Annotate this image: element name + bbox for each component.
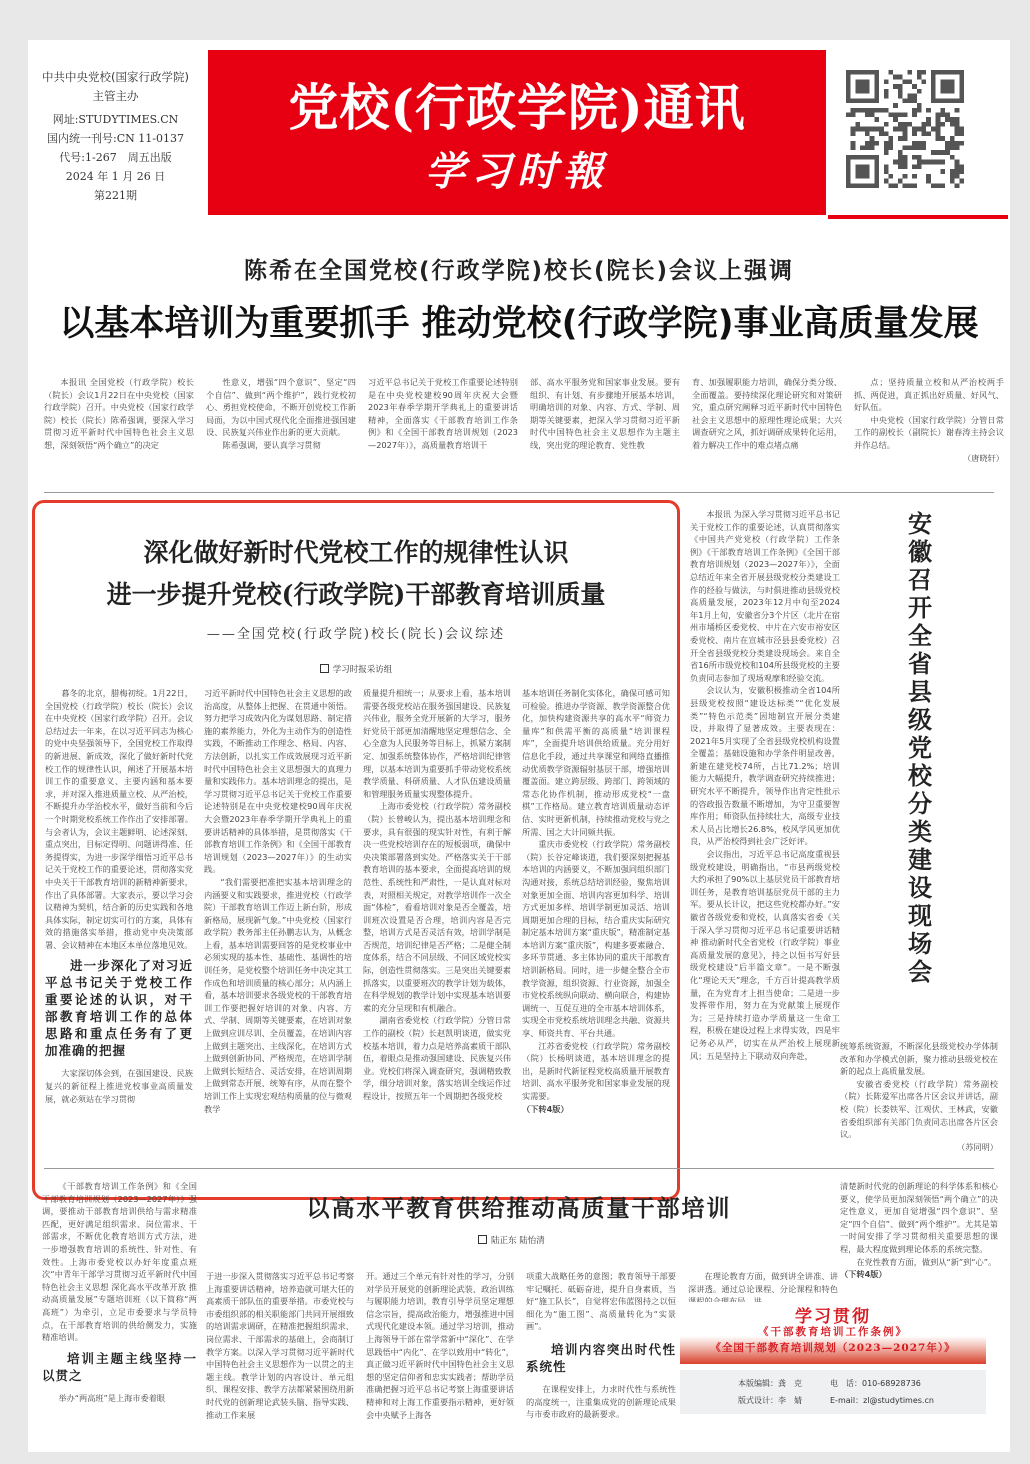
designer: 版式设计：李 婧 (738, 1396, 802, 1405)
shanghai-column (366, 1270, 514, 1452)
newspaper-page (28, 40, 1010, 1452)
lead-column (44, 376, 194, 488)
lead-headline[interactable]: 以基本培训为重要抓手 推动党校(行政学院)事业高质量发展 (59, 304, 979, 344)
paragraph: 重庆市委党校（行政学院）常务副校（院）长谷定峰谈道，我们要深刻把握基本培训的内涵要义，不断加强同组织部门沟通对接，系统总结培训经验，聚焦培训对象更加全面、培训内容更加科学、培训方式更加多样、培训学制更加灵活、培训周期更加合理的目标，结合重庆实际研究制定基本培训方案“重庆版”，精准制定基本培训方案“重庆版”，构建多要素融合、多环节贯通、多主体协同的重庆干部教育培训新格局。同时，进一步健全整合全市教学资源，组织资源、行业资源，加强全市党校系统纵向联动、横向联合，构建协调统一、互促互进的全市基本培训体系，实现全市党校系统培训理念共融、资源共享、师资共育、平台共通。 (522, 839, 670, 1039)
title-char: 全 (908, 621, 932, 650)
paragraph: 性意义，增强“四个意识”、坚定“四个自信”、做到“两个维护”，践行党校初心、勇担党校使命，不断开创党校工作新局面，为以中国式现代化全面推进强国建设、民族复兴伟业作出新的更大贡献。 (206, 377, 356, 438)
paragraph: 本报讯 为深入学习贯彻习近平总书记关于党校工作的重要论述，认真贯彻落实《中国共产党党校（行政学院）工作条例》《干部教育培训工作条例》《全国干部教育培训规划（2023—2027年）》，全面总结近年来全省开展县级党校分类建设工作的经验与做法，与时俱进推动县级党校高质量发展，2023年12月中旬至2024年1月上旬，安徽省分3个片区（北片在宿州市埇桥区委党校、中片在六安市裕安区委党校、南片在宣城市泾县县委党校）召开全省县级党校分类建设现场会。来自全省16所市级党校和104所县级党校的主要负责同志参加了现场观摩和经验交流。 (690, 509, 840, 683)
title-char: 设 (908, 873, 932, 902)
feature-article (32, 500, 680, 1200)
issue-date: 2024 年 1 月 26 日 (65, 170, 166, 183)
website[interactable]: 网址:STUDYTIMES.CN (52, 113, 179, 126)
phone: 电 话：010-68928736 (830, 1379, 921, 1388)
paragraph: 统筹系统资源，不断深化县级党校办学体制改革和办学模式创新，聚力推动县级党校在新的起点上高质量发展。 (840, 1041, 998, 1077)
reporter-credit: （唐晓轩） (963, 452, 1004, 463)
title-char: 召 (908, 565, 932, 594)
title-char: 场 (908, 929, 932, 958)
title-char: 校 (908, 761, 932, 790)
paragraph: 中央党校（国家行政学院）分管日常工作的副校长（副院长）谢春涛主持会议并作总结。 (854, 414, 1004, 450)
masthead-banner (208, 50, 826, 215)
anhui-column (840, 1040, 998, 1175)
paragraph: 于进一步深入贯彻落实习近平总书记考察上海重要讲话精神，培养造就可堪大任的高素质干部队伍的重要举措。市委党校与市委组织部的相关职能部门共同开展细致的培训需求调研，在精准把握组织需求、岗位需求、干部需求的基础上，会商制订教学方案。以深入学习贯彻习近平新时代中国特色社会主义思想作为一以贯之的主题主线。教学计划的内容设计、单元组织、课程安排、教学方法都紧紧围绕用新时代党的创新理论武装头脑、指导实践、推动工作来展 (206, 1271, 354, 1420)
feature-subtitle: ——全国党校(行政学院)校长(院长)会议综述 (206, 627, 506, 642)
lead-column (854, 376, 1004, 488)
square-icon (320, 664, 329, 673)
editorial-info (680, 1370, 986, 1414)
qr-code-icon[interactable] (846, 70, 964, 188)
shanghai-column (526, 1270, 676, 1452)
title-char: 建 (908, 845, 932, 874)
title-char: 现 (908, 901, 932, 930)
continued-note[interactable]: （下转4版） (840, 1269, 887, 1280)
title-char: 县 (908, 677, 932, 706)
paragraph: 开。通过三个单元有针对性的学习，分别对学员开展党的创新理论武装、政治训练与履职能力培训，教育引导学员坚定理想信念宗旨，提高政治能力，增强推进中国式现代化建设本领。通过学习培训，推动上海领导干部在常学常新中“深化”、在学思践悟中“内化”、在学以致用中“转化”，真正做习近平新时代中国特色社会主义思想的坚定信仰者和忠实实践者；帮助学员准确把握习近平总书记考察上海重要讲话精神和对上海工作重要指示精神，更好领会中央赋予上海各 (366, 1271, 514, 1420)
anhui-body-tail (840, 1040, 998, 1175)
feature-column (363, 687, 511, 1192)
anhui-column (690, 508, 840, 1061)
paragraph: 项重大战略任务的意图；教育领导干部要牢记嘱托、砥砺奋进，提升自身素质，当好“施工队长”，自觉将宏伟蓝图持之以恒细化为“施工图”、高质量转化为“实景画”。 (526, 1271, 676, 1332)
shanghai-byline (478, 1234, 545, 1246)
paragraph: 本报讯 全国党校（行政学院）校长（院长）会议1月22日在中央党校（国家行政学院）召开。中央党校（国家行政学院）校长（院长）陈希强调，要深入学习贯彻习近平新时代中国特色社会主义思想，深刻领悟“两个确立”的决定 (44, 377, 194, 450)
shanghai-subhead: 培训主题主线坚持一以贯之 (42, 1350, 197, 1383)
byline-text: 陆正东 陆怡清 (491, 1236, 545, 1246)
title-char: 会 (908, 957, 932, 986)
paragraph: 习近平总书记关于党校工作重要论述特别是在中央党校建校90周年庆祝大会暨2023年春季学期开学典礼上的重要讲话精神，全面落实《干部教育培训工作条例》和《全国干部教育培训规划（2023—2027年）》，高质量教育培训干 (368, 377, 518, 450)
publisher: 中共中央党校(国家行政学院) (42, 70, 189, 84)
newspaper-title: 党校(行政学院)通讯 (288, 78, 746, 137)
paragraph: 会议认为，安徽积极推动全省104所县级党校按照“建设达标类”“优化发展类”“特色示范类”因地制宜开展分类建设，并取得了显著成效。主要表现在：2021年5月实现了全省县级党校机构设置全覆盖；基础设施和办学条件明显改善，新建在建党校74所，占比71.2%；培训能力大幅提升，教学调查研究持续推进；研究水平不断提升，领导作出肯定性批示的咨政报告数量不断增加，为守卫重要智库作用；师资队伍持续壮大，高级专业技术人员占比增长26.8%，校风学风更加优良，从严治校得到社会广泛好评。 (690, 685, 840, 847)
title-char: 省 (908, 649, 932, 678)
paragraph: 安徽省委党校（行政学院）常务副校（院）长陈爱军出席各片区会议并讲话，副校（院）长娄铁军、江观伏、王林武，安徽省委组织部有关部门负责同志出席各片区会议。 (840, 1078, 998, 1140)
paragraph: 在课程安排上，力求时代性与系统性的高度统一，注重集成党的创新理论成果与市委市政府的最新要求。 (526, 1383, 676, 1420)
feature-title-line2[interactable]: 进一步提升党校(行政学院)干部教育培训质量 (106, 580, 606, 609)
section-divider (44, 492, 994, 493)
lead-body (44, 376, 1004, 488)
paragraph: 习近平新时代中国特色社会主义思想的政治高度，从整体上把握、在贯通中领悟。努力把学习成效内化为谋划思路、制定措施的素养能力，外化为主动作为的创造性实践，不断推动工作理念、格局、内容、方法创新，以扎实工作成效展现习近平新时代中国特色社会主义思想强大的真理力量和实践伟力。基本培训理念的提出，是学习贯彻习近平总书记关于党校工作重要论述特别是在中央党校建校90周年庆祝大会暨2023年春季学期开学典礼上的重要讲话精神的具体举措，是贯彻落实《干部教育培训工作条例》和《全国干部教育培训规划（2023—2027年）》的生动实践。 (204, 688, 352, 875)
paragraph: 江苏省委党校（行政学院）常务副校（院）长杨明谈道，基本培训理念的提出，是新时代新征程党校高质量开展教育培训、高水平服务党和国家事业发展的现实需要。 (522, 1040, 670, 1101)
feature-column (45, 687, 193, 1192)
banner-line2: 《干部教育培训工作条例》 (758, 1326, 908, 1338)
byline-text: 学习时报采访组 (332, 665, 393, 675)
study-banner (680, 1302, 986, 1364)
title-char: 开 (908, 593, 932, 622)
shanghai-column (206, 1270, 354, 1452)
paragraph: 上海市委党校（行政学院）常务副校（院）长曾峻认为，提出基本培训理念和要求，具有很强的现实针对性，有利于解决一些党校培训存在的短板弱项，确保中央决策部署落到实处。严格落实关于干部教育培训的基本要求，全面提高培训的规范性、系统性和严肃性，一是认真对标对表，对照相关规定，对教学培训作一次全面“体检”，看看培训对象是否全覆盖，培训班次设置是否合理，培训内容是否完整，培训方式是否灵活有效，培训学制是否规范，培训纪律是否严格；二是健全制度体系，结合不同层级、不同区域党校实际，创造性贯彻落实。三是突出关键要素抓落实，以重要班次的教学计划为载体，在科学规划的教学计划中实现基本培训要素的充分呈现和有机融合。 (363, 801, 511, 1013)
shanghai-column (42, 1180, 197, 1452)
title-char: 徽 (908, 537, 932, 566)
banner-line3: 《全国干部教育培训规划（2023—2027年）》 (710, 1342, 956, 1354)
anhui-headline[interactable] (900, 510, 940, 986)
feature-subhead: 进一步深化了对习近平总书记关于党校工作重要论述的认识，对干部教育培训工作的总体思路和重点任务有了更加准确的把握 (45, 958, 193, 1059)
lead-subtitle: 陈希在全国党校(行政学院)校长(院长)会议上强调 (243, 258, 795, 284)
paragraph: 基本培训任务制化实体化，确保可感可知可检验。推进办学资源、教学资源整合优化，加快构建资源共享的高水平“师资力量库”和供需平衡的高质量“培训课程库”，全面提升培训供给质量。充分用好信息化手段，通过共享课堂和网络直播推动优质教学资源辐射基层干部，增强培训覆盖面。建立跨层级、跨部门、跨领域的常态化协作机制，推动形成党校“一盘棋”工作格局。建立教育培训质量动态评估、实时更新机制，持续推动党校与党之所需、国之大计同频共振。 (522, 688, 670, 837)
paragraph: 育、加强履职能力培训，确保分类分级、全面覆盖。要持续深化理论研究和对策研究，重点研究阐释习近平新时代中国特色社会主义思想中的原理性理论成果；大兴调查研究之风，抓好调研成果转化运用，着力解决工作中的难点堵点痛 (692, 377, 842, 450)
newspaper-logo: 学习时報 (425, 148, 609, 195)
email[interactable]: E-mail：zl@studytimes.cn (830, 1396, 934, 1405)
section-divider (44, 1168, 994, 1169)
feature-column (522, 687, 670, 1192)
paragraph: 暮冬的北京，腊梅初绽。1月22日，全国党校（行政学院）校长（院长）会议在中央党校（国家行政学院）召开。会议总结过去一年来，在以习近平同志为核心的党中央坚强领导下，全国党校工作取得的新进展、新成效，深化了做好新时代党校工作的规律性认识，阐述了开展基本培训工作的重要意义、主要内涵和基本要求，并对深入推进质量立校、从严治校，不断提升办学治校水平，做好当前和今后一个时期党校系统工作作出了安排部署。与会者认为，会议主题鲜明、论述深刻、重点突出，目标定得明、问题讲得准、任务提得实，为进一步深学细悟习近平总书记关于党校工作的重要论述，贯彻落实党中央关于干部教育培训的新精神新要求，作出了具体部署。大家表示，要以学习会议精神为契机，结合新的历史实践和各地具体实际，制定切实可行的方案，具体有效的措施落实举措，推动党中央决策部署、会议精神在本地区本单位落地见效。 (45, 688, 193, 950)
title-char: 级 (908, 705, 932, 734)
reporter-credit: （苏同明） (957, 1141, 998, 1152)
paragraph: 部、高水平服务党和国家事业发展。要有组织、有计划、有步骤地开展基本培训，明确培训的对象、内容、方式、学制、周期等关键要素，把深入学习贯彻习近平新时代中国特色社会主义思想作为主题主线，突出党的理论教育、党性教 (530, 377, 680, 450)
paragraph: 举办“两高班”是上海市委着眼 (58, 1392, 166, 1403)
shanghai-column (840, 1180, 998, 1298)
issue-number: 第221期 (94, 189, 137, 202)
feature-column (204, 687, 352, 1192)
paragraph: 在党性教育方面，做到从“新”到“心”。 (856, 1256, 997, 1267)
red-divider (828, 215, 1008, 219)
editor: 本版编辑：龚 克 (738, 1379, 802, 1388)
lead-column (206, 376, 356, 488)
paragraph: 清楚新时代党的创新理论的科学体系和核心要义，使学员更加深刻领悟“两个确立”的决定性意义，更加自觉增强“四个意识”、坚定“四个自信”、做到“两个维护”。尤其是第一时间安排了学习贯彻相关重要思想的课程，最大程度做到理论体系的系统完整。 (840, 1181, 998, 1254)
shanghai-subhead: 培训内容突出时代性系统性 (526, 1341, 676, 1374)
publisher-role: 主管主办 (92, 89, 139, 103)
lead-column (530, 376, 680, 488)
issn: 国内统一刊号:CN 11-0137 (47, 132, 184, 145)
paragraph: 在理论教育方面，做到讲全讲准、讲深讲透。通过总论课程、分论课程和特色 (688, 1271, 838, 1294)
lead-column (692, 376, 842, 488)
paragraph: 质量提升相统一；从要求上看，基本培训需要各级党校站在服务强国建设、民族复兴伟业，服务全党开展新的大学习，服务好党员干部更加清醒地坚定理想信念、全心全意为人民服务等目标上，抓紧方案制定、加强系统整体协作，严格培训纪律管理，以基本培训为重要抓手带动党校系统教学质量、科研质量、人才队伍建设质量和管理服务质量实现整体提升。 (363, 688, 511, 799)
continued-note[interactable]: （下转4版） (522, 1103, 569, 1114)
paragraph: 会议指出，习近平总书记高度重视县级党校建设，明确指出，“市县两级党校大约承担了90%以上基层党员干部教育培训任务，是教育培训基层党员干部的主力军。要从长计议，把这些党校都办好。”安徽省各级党委和党校，认真落实省委《关于深入学习贯彻习近平总书记重要讲话精神 推动新时代全省党校（行政学院）事业高质量发展的意见》，持之以恒书写好县级党校建设“后半篇文章”。一是不断强化“理论天天”理念，千方百计提高教学质量，在为党育才上担当使命；二是进一步发挥带作用，努力在为党献策上展现作为；三是持续打造办学质量这一生命工程，积极在建设过程上求得实效，四是牢记务必从严，切实在从严治校上展现新风；五是坚持上下联动双向奔赴， (690, 849, 840, 1061)
title-char: 党 (908, 733, 932, 762)
shanghai-body (840, 1180, 998, 1298)
lead-column (368, 376, 518, 488)
paragraph: “我们需要把准把实基本培训理念的内涵要义和实践要求，推进党校（行政学院）干部教育培训工作迈上新台阶，形成新格局，展现新气象。”中央党校（国家行政学院）教务部主任孙鹏志认为，从概念上看，基本培训需要回答的是党校事业中必须实现的基本性、基础性、基调性的培训任务，是党校整个培训任务中决定其工作成色和培训质量的核心部分；从内涵上看，基本培训要求各级党校的干部教育培训工作要把握好培训的对象、内容、方式、学制、周期等关键要素，在培训对象上做到应训尽训、全员覆盖，在培训内容上做到主题突出、主线深化，在培训方式上做到创新协同、严格规范，在培训学制上做到长短结合、灵活安排，在培训周期上做到常态开展、统筹有序，从而在整个培训工作上实现宏观结构质量的位与微观教学 (204, 876, 352, 1114)
shanghai-body (206, 1270, 676, 1452)
shanghai-body (688, 1270, 838, 1300)
paragraph: 陈希强调，要认真学习贯彻 (222, 439, 321, 450)
title-char: 类 (908, 817, 932, 846)
feature-title-line1[interactable]: 深化做好新时代党校工作的规律性认识 (143, 538, 569, 567)
paragraph: 点；坚持质量立校和从严治校两手抓、两促进，真正抓出好质量、好风气、好队伍。 (854, 377, 1004, 413)
shanghai-body (42, 1180, 197, 1452)
title-char: 分 (908, 789, 932, 818)
paragraph: 大家深切体会到，在强国建设、民族复兴的新征程上推进党校事业高质量发展，就必须站在学习贯彻 (45, 1068, 193, 1104)
paragraph: 湖南省委党校（行政学院）分管日常工作的副校（院）长赵凯明谈道，做实党校基本培训，着力点是培养高素质干部队伍，着眼点是推动强国建设、民族复兴伟业。党校们将深入调查研究，强调精致教学，细分培训对象，落实培训全线运作过程设计，按照五年一个周期把各级党校 (363, 1015, 511, 1101)
shanghai-column (688, 1270, 838, 1300)
banner-title: 学习贯彻 (795, 1307, 871, 1327)
feature-byline (35, 663, 677, 675)
publication-code: 代号:1-267 周五出版 (59, 151, 172, 164)
anhui-body (690, 508, 840, 1061)
title-char: 安 (908, 509, 932, 538)
square-icon (478, 1235, 487, 1244)
masthead-info (28, 68, 203, 205)
shanghai-headline[interactable]: 以高水平教育供给推动高质量干部培训 (306, 1195, 732, 1222)
feature-body (45, 687, 670, 1192)
masthead (28, 40, 1010, 225)
paragraph: 《干部教育培训工作条例》和《全国干部教育培训规划（2023—2027年）》强调，要推动干部教育培训供给与需求精准匹配，更好满足组织需求、岗位需求、干部需求，不断优化教育培训方式方法，进一步增强教育培训的系统性、针对性、有效性。上海市委党校以办好年度重点班次“中青年干部学习贯彻习近平新时代中国特色社会主义思想 深化高水平改革开放 推动高质量发展”专题培训班（以下简称“两高班”）为牵引，立足市委要求与学员特点，在干部教育培训的供给侧发力，实施精准培训。 (42, 1181, 197, 1343)
